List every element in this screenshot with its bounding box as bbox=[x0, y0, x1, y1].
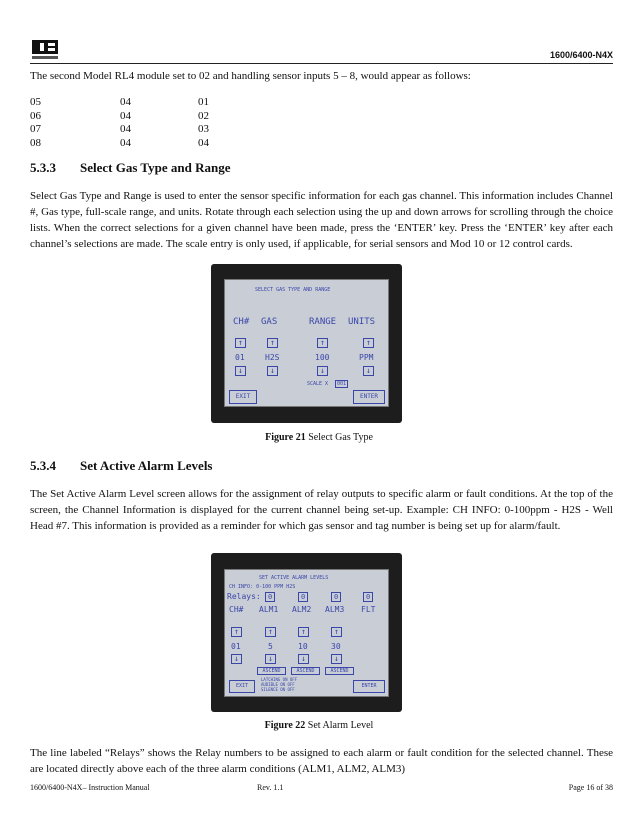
channel-value: 01 bbox=[231, 642, 241, 651]
ascend-button-alm3[interactable]: ASCEND bbox=[325, 667, 354, 675]
range-value: 100 bbox=[315, 353, 330, 362]
column-header-alm3: ALM3 bbox=[325, 605, 345, 614]
exit-button[interactable]: EXIT bbox=[229, 680, 255, 693]
footer-manual-title: 1600/6400-N4X– Instruction Manual bbox=[30, 783, 150, 792]
down-arrow-icon[interactable]: ↓ bbox=[317, 366, 328, 376]
exit-button[interactable]: EXIT bbox=[229, 390, 257, 404]
up-arrow-icon[interactable]: ↑ bbox=[331, 627, 342, 637]
enter-button[interactable]: ENTER bbox=[353, 390, 385, 404]
down-arrow-icon[interactable]: ↓ bbox=[363, 366, 374, 376]
document-id: 1600/6400-N4X bbox=[549, 50, 613, 60]
down-arrow-icon[interactable]: ↓ bbox=[235, 366, 246, 376]
caption-text: Set Alarm Level bbox=[307, 720, 374, 731]
relay-alm3-field[interactable]: 0 bbox=[331, 592, 341, 602]
section-title: Select Gas Type and Range bbox=[80, 160, 231, 175]
table-cell: 04 bbox=[120, 123, 131, 135]
down-arrow-icon[interactable]: ↓ bbox=[265, 654, 276, 664]
section-paragraph: Select Gas Type and Range is used to enter the sensor specific information for each gas channel. This information includes Channel #, Gas type, full-scale range, and units. Rotate through each selection using the up and down arrows for scrolling through the choice lists. When the correct selections for a given channel have been made, press the ‘ENTER’ key. Press the ‘ENTER’ key after each channel’s selections are made. The scale entry is only used, if applicable, for serial sensors and Mod 10 or 12 control cards. bbox=[30, 190, 613, 250]
table-cell: 04 bbox=[120, 96, 131, 108]
table-cell: 06 bbox=[30, 110, 41, 122]
section-number: 5.3.4 bbox=[30, 458, 56, 473]
caption-text: Select Gas Type bbox=[308, 432, 373, 443]
page-header bbox=[30, 38, 613, 64]
figure-21-device-bezel bbox=[211, 264, 402, 423]
channel-value: 01 bbox=[235, 353, 245, 362]
up-arrow-icon[interactable]: ↑ bbox=[267, 338, 278, 348]
caption-label: Figure 21 bbox=[265, 432, 306, 443]
option-audible[interactable]: AUDIBLE ON OFF bbox=[261, 682, 295, 687]
screen-title: SELECT GAS TYPE AND RANGE bbox=[255, 287, 331, 293]
figure-22-caption bbox=[0, 720, 638, 731]
column-header-flt: FLT bbox=[361, 605, 376, 614]
column-header-alm2: ALM2 bbox=[292, 605, 312, 614]
alm3-value: 30 bbox=[331, 642, 341, 651]
relay-alm1-field[interactable]: 0 bbox=[265, 592, 275, 602]
channel-info: CH INFO: 0-100 PPM H2S bbox=[229, 584, 296, 590]
down-arrow-icon[interactable]: ↓ bbox=[231, 654, 242, 664]
footer-revision: Rev. 1.1 bbox=[257, 783, 284, 792]
option-silence[interactable]: SILENCE ON OFF bbox=[261, 687, 295, 692]
up-arrow-icon[interactable]: ↑ bbox=[298, 627, 309, 637]
detcon-logo bbox=[32, 40, 58, 60]
down-arrow-icon[interactable]: ↓ bbox=[267, 366, 278, 376]
table-cell: 04 bbox=[120, 137, 131, 149]
table-cell: 07 bbox=[30, 123, 41, 135]
column-header-range: RANGE bbox=[309, 317, 337, 327]
table-cell: 01 bbox=[198, 96, 209, 108]
intro-paragraph: The second Model RL4 module set to 02 and handling sensor inputs 5 – 8, would appear as follows: bbox=[30, 70, 471, 82]
table-cell: 08 bbox=[30, 137, 41, 149]
section-heading bbox=[30, 458, 213, 474]
table-cell: 02 bbox=[198, 110, 209, 122]
relay-flt-field[interactable]: 0 bbox=[363, 592, 373, 602]
screen-title: SET ACTIVE ALARM LEVELS bbox=[259, 575, 329, 581]
column-header-units: UNITS bbox=[348, 317, 376, 327]
section-number: 5.3.3 bbox=[30, 160, 56, 175]
footer-page-number: Page 16 of 38 bbox=[568, 783, 613, 792]
up-arrow-icon[interactable]: ↑ bbox=[265, 627, 276, 637]
option-latching[interactable]: LATCHING ON OFF bbox=[261, 677, 298, 682]
relays-label: Relays: bbox=[227, 592, 261, 601]
table-cell: 04 bbox=[120, 110, 131, 122]
down-arrow-icon[interactable]: ↓ bbox=[331, 654, 342, 664]
ascend-button-alm1[interactable]: ASCEND bbox=[257, 667, 286, 675]
relay-alm2-field[interactable]: 0 bbox=[298, 592, 308, 602]
figure-21-caption bbox=[0, 432, 638, 443]
figure-21-lcd-screen bbox=[224, 279, 389, 407]
scale-value-field[interactable]: 001 bbox=[337, 381, 347, 387]
scale-label: SCALE X bbox=[307, 381, 329, 387]
closing-paragraph: The line labeled “Relays” shows the Relay numbers to be assigned to each alarm or fault condition for the selected channel. These are located directly above each of the three alarm conditions (ALM1, ALM2, ALM3) bbox=[30, 747, 613, 775]
alm1-value: 5 bbox=[268, 642, 273, 651]
up-arrow-icon[interactable]: ↑ bbox=[235, 338, 246, 348]
column-header-alm1: ALM1 bbox=[259, 605, 279, 614]
caption-label: Figure 22 bbox=[264, 720, 306, 731]
enter-button[interactable]: ENTER bbox=[353, 680, 385, 693]
table-cell: 05 bbox=[30, 96, 41, 108]
up-arrow-icon[interactable]: ↑ bbox=[363, 338, 374, 348]
section-heading bbox=[30, 160, 230, 176]
figure-22-device-bezel bbox=[211, 553, 402, 712]
alm2-value: 10 bbox=[298, 642, 308, 651]
up-arrow-icon[interactable]: ↑ bbox=[317, 338, 328, 348]
table-cell: 03 bbox=[198, 123, 209, 135]
column-header-gas: GAS bbox=[261, 317, 278, 327]
down-arrow-icon[interactable]: ↓ bbox=[298, 654, 309, 664]
ascend-button-alm2[interactable]: ASCEND bbox=[291, 667, 320, 675]
column-header-ch: CH# bbox=[229, 605, 244, 614]
units-value: PPM bbox=[359, 353, 374, 362]
column-header-ch: CH# bbox=[233, 317, 250, 327]
gas-value: H2S bbox=[265, 353, 280, 362]
section-title: Set Active Alarm Levels bbox=[80, 458, 213, 473]
figure-22-lcd-screen bbox=[224, 569, 389, 697]
up-arrow-icon[interactable]: ↑ bbox=[231, 627, 242, 637]
section-paragraph: The Set Active Alarm Level screen allows for the assignment of relay outputs to specific alarm or fault conditions. At the top of the screen, the Channel Information is displayed for the current channel being set-up. Example: CH INFO: 0-100ppm - H2S - Well Head #7. This information is provided as a reminder for which gas sensor and tag number is being set up for alarm/fault. bbox=[30, 488, 613, 532]
table-cell: 04 bbox=[198, 137, 209, 149]
